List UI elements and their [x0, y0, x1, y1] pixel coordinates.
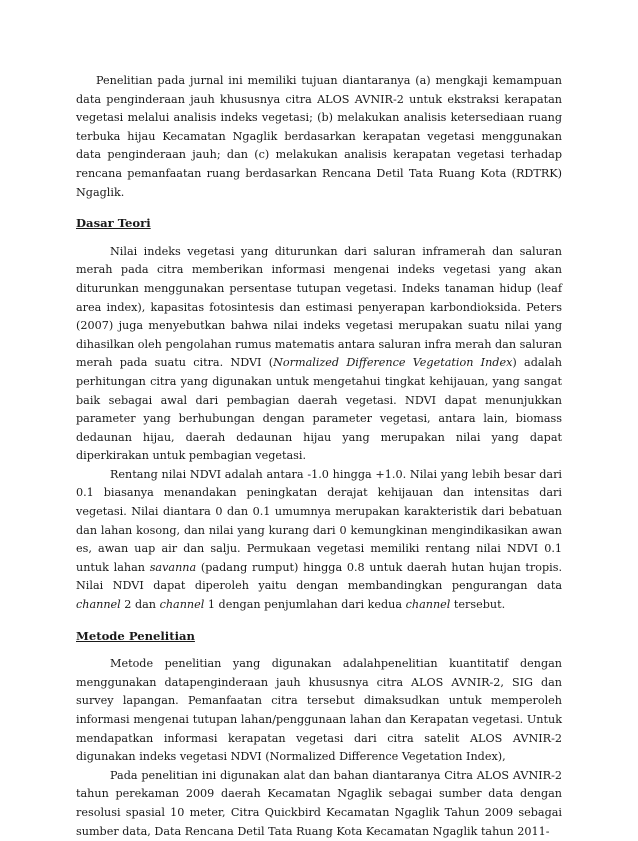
dasar-teori-paragraph-1 [76, 243, 562, 466]
metode-paragraph-1: Metode penelitian yang digunakan adalahpenelitian kuantitatif dengan menggunakan datapenginderaan jauh khususnya citra ALOS AVNIR-2, SIG dan survey lapangan. Pemanfaatan citra tersebut dimaksudkan untuk memperoleh informasi mengenai tutupan lahan/penggunaan lahan dan Kerapatan vegetasi. Untuk mendapatkan informasi kerapatan vegetasi dari citra satelit ALOS AVNIR-2 digunakan indeks vegetasi NDVI (Normalized Difference Vegetation Index), [76, 657, 562, 764]
metode-paragraph-2: Pada penelitian ini digunakan alat dan bahan diantaranya Citra ALOS AVNIR-2 tahun perekaman 2009 daerah Kecamatan Ngaglik sebagai sumber data dengan resolusi spasial 10 meter, Citra Quickbird Kecamatan Ngaglik Tahun 2009 sebagai sumber data, Data Rencana Detil Tata Ruang Kota Kecamatan Ngaglik tahun 2011- [76, 768, 562, 838]
document-page [76, 72, 562, 841]
text-run: 2 dan [120, 598, 160, 612]
channel-term-italic: channel [76, 598, 121, 612]
channel-term-italic: channel [159, 598, 205, 612]
dasar-teori-paragraph-2 [76, 466, 562, 615]
savanna-term-italic: savanna [149, 560, 197, 574]
intro-paragraph: Penelitian pada jurnal ini memiliki tujuan diantaranya (a) mengkaji kemampuan data penginderaan jauh khususnya citra ALOS AVNIR-2 untuk ekstraksi kerapatan vegetasi melalui analisis indeks vegetasi; (b) melakukan analisis ketersediaan ruang terbuka hijau Kecamatan Ngaglik berdasarkan kerapatan vegetasi menggunakan data penginderaan jauh; dan (c) melakukan analisis kerapatan vegetasi terhadap rencana pemanfaatan ruang berdasarkan Rencana Detil Tata Ruang Kota (RDTRK) Ngaglik. [76, 74, 562, 199]
text-run: ) adalah perhitungan citra yang digunakan untuk mengetahui tingkat kehijauan, yang sangat baik sebagai awal dari pembagian daerah vegetasi. NDVI dapat menunjukkan parameter yang berhubungan dengan parameter vegetasi, antara lain, biomass dedaunan hijau, daerah dedaunan hijau yang merupakan nilai yang dapat diperkirakan untuk pembagian vegetasi. [76, 356, 562, 463]
ndvi-term-italic: Normalized Difference Vegetation Index [273, 356, 513, 370]
text-run: (padang rumput) hingga 0.8 untuk daerah hutan hujan tropis. Nilai NDVI dapat diperoleh yaitu dengan membandingkan pengurangan data [76, 560, 562, 593]
text-run: Nilai indeks vegetasi yang diturunkan dari saluran inframerah dan saluran merah pada citra memberikan informasi mengenai indeks vegetasi yang akan diturunkan menggunakan persentase tutupan vegetasi. Indeks tanaman hidup (leaf area index), kapasitas fotosintesis dan estimasi penyerapan karbondioksida. Peters (2007) juga menyebutkan bahwa nilai indeks vegetasi merupakan suatu nilai yang dihasilkan oleh pengolahan rumus matematis antara saluran infra merah dan saluran merah pada suatu citra. NDVI ( [76, 244, 563, 370]
channel-term-italic: channel [405, 598, 451, 612]
dasar-teori-heading: Dasar Teori [76, 216, 151, 231]
text-run: Rentang nilai NDVI adalah antara -1.0 hingga +1.0. Nilai yang lebih besar dari 0.1 biasanya menandakan peningkatan derajat kehijauan dan intensitas dari vegetasi. Nilai diantara 0 dan 0.1 umumnya merupakan karakteristik dari bebatuan dan lahan kosong, dan nilai yang kurang dari 0 kemungkinan mengindikasikan awan es, awan uap air dan salju. Permukaan vegetasi memiliki rentang nilai NDVI 0.1 untuk lahan [76, 467, 562, 574]
metode-penelitian-heading: Metode Penelitian [76, 628, 195, 643]
text-run: tersebut. [450, 598, 506, 612]
text-run: 1 dengan penjumlahan dari kedua [204, 598, 406, 612]
